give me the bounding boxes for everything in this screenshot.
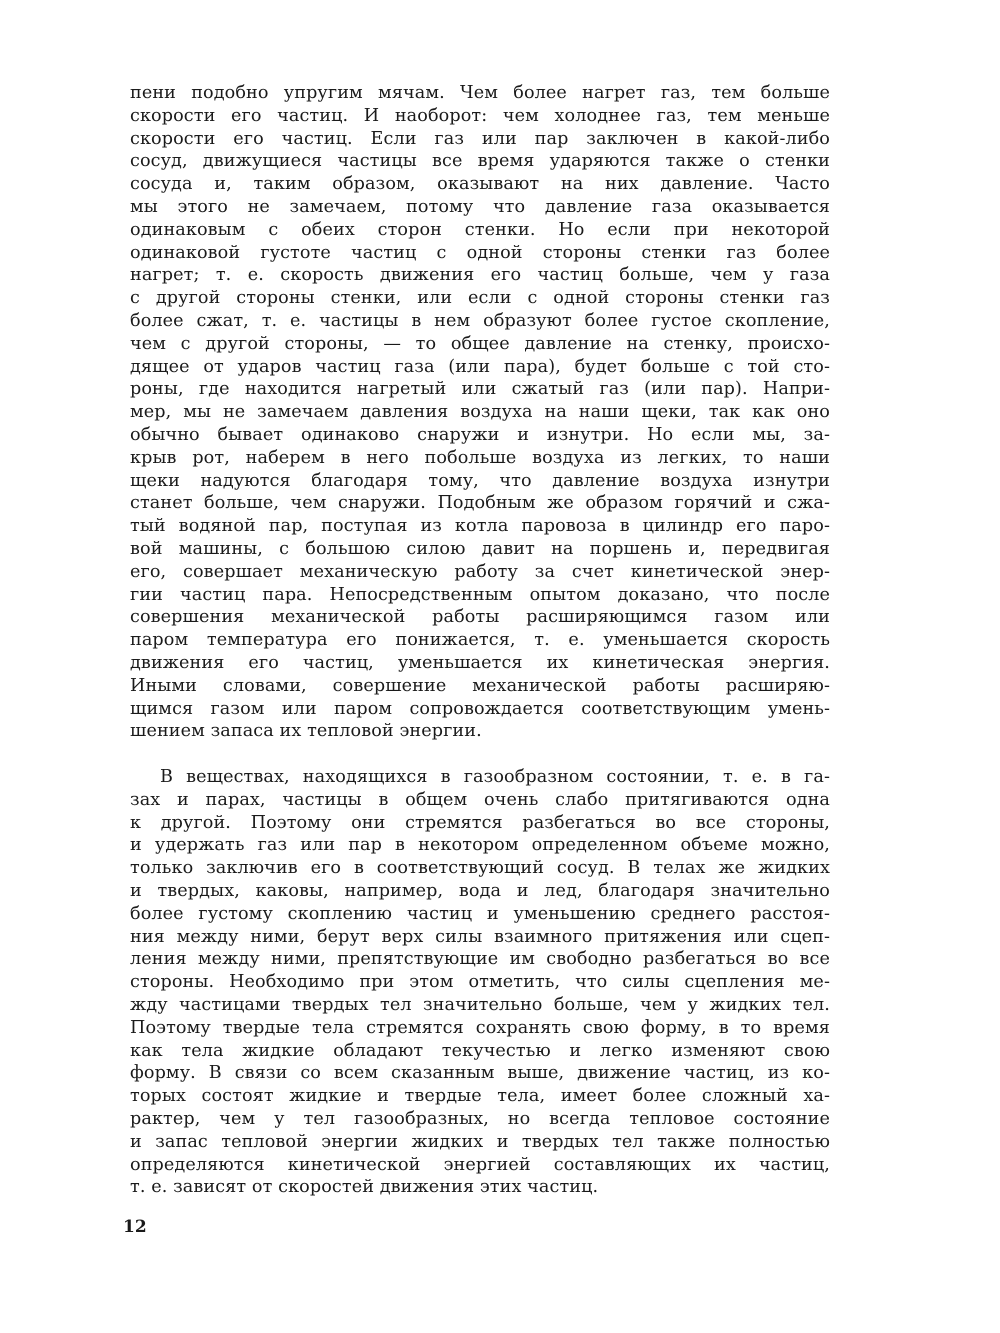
text-line: дящее от ударов частиц газа (или пара), будет больше с той сто- (130, 356, 830, 377)
text-line: паром температура его понижается, т. е. уменьшается скорость (130, 630, 830, 651)
text-line: его, совершает механическую работу за счет кинетической энер- (130, 561, 830, 582)
text-line: движения его частиц, уменьшается их кинетическая энергия. (130, 652, 830, 673)
text-line: сосуд, движущиеся частицы все время ударяются также о стенки (130, 151, 830, 172)
text-line: В веществах, находящихся в газообразном состоянии, т. е. в га- (160, 767, 830, 787)
paragraph-1 (130, 82, 830, 743)
text-line: шением запаса их тепловой энергии. (130, 721, 482, 742)
text-line: только заключив его в соответствующий сосуд. В телах же жидких (130, 858, 830, 879)
text-line: рактер, чем у тел газообразных, но всегда тепловое состояние (130, 1108, 830, 1129)
text-line: более густому скоплению частиц и уменьшению среднего расстоя- (130, 903, 830, 924)
text-line: станет больше, чем снаружи. Подобным же образом горячий и сжа- (130, 493, 830, 514)
text-line: щимся газом или паром сопровождается соответствующим умень- (130, 698, 830, 719)
text-line: более сжат, т. е. частицы в нем образуют более густое скопление, (130, 310, 830, 331)
text-line: т. е. зависят от скоростей движения этих частиц. (130, 1177, 599, 1198)
text-line: тый водяной пар, поступая из котла паровоза в цилиндр его паро- (130, 516, 830, 537)
text-line: зах и парах, частицы в общем очень слабо притягиваются одна (130, 789, 830, 810)
text-line: скорости его частиц. И наоборот: чем холоднее газ, тем меньше (130, 105, 830, 126)
text-line: к другой. Поэтому они стремятся разбегаться во все стороны, (130, 812, 830, 833)
paragraph-2 (130, 766, 830, 1199)
text-line: пени подобно упругим мячам. Чем более нагрет газ, тем больше (130, 83, 830, 103)
text-line: обычно бывает одинаково снаружи и изнутри. Но если мы, за- (130, 424, 830, 445)
page-number: 12 (123, 1217, 147, 1237)
text-line: и твердых, каковы, например, вода и лед, благодаря значительно (130, 880, 830, 901)
text-line: мы этого не замечаем, потому что давление газа оказывается (130, 196, 830, 217)
text-line: жду частицами твердых тел значительно больше, чем у жидких тел. (130, 994, 830, 1015)
text-line: скорости его частиц. Если газ или пар заключен в какой-либо (130, 128, 830, 149)
text-line: стороны. Необходимо при этом отметить, что силы сцепления ме- (130, 972, 830, 993)
text-line: мер, мы не замечаем давления воздуха на наши щеки, так как оно (130, 402, 830, 423)
text-line: роны, где находится нагретый или сжатый газ (или пар). Напри- (130, 379, 830, 400)
text-line: крыв рот, наберем в него побольше воздуха из легких, то наши (130, 447, 830, 468)
text-line: с другой стороны стенки, или если с одной стороны стенки газ (130, 288, 830, 309)
text-line: сосуда и, таким образом, оказывают на них давление. Часто (130, 174, 830, 195)
text-line: Иными словами, совершение механической работы расширяю- (130, 675, 830, 696)
text-line: форму. В связи со всем сказанным выше, движение частиц, из ко- (130, 1063, 830, 1084)
text-line: гии частиц пара. Непосредственным опытом доказано, что после (130, 584, 830, 605)
text-line: одинаковой густоте частиц с одной стороны стенки газ более (130, 242, 830, 263)
text-line: и запас тепловой энергии жидких и твердых тел также полностью (130, 1131, 830, 1152)
text-line: вой машины, с большою силою давит на поршень и, передвигая (130, 538, 830, 559)
text-line: как тела жидкие обладают текучестью и легко изменяют свою (130, 1040, 830, 1061)
text-line: одинаковым с обеих сторон стенки. Но если при некоторой (130, 219, 830, 240)
text-line: Поэтому твердые тела стремятся сохранять свою форму, в то время (130, 1017, 830, 1038)
text-line: чем с другой стороны, — то общее давление на стенку, происхо- (130, 333, 830, 354)
text-line: нагрет; т. е. скорость движения его частиц больше, чем у газа (130, 265, 830, 286)
text-line: и удержать газ или пар в некотором определенном объеме можно, (130, 835, 830, 856)
text-line: совершения механической работы расширяющимся газом или (130, 607, 830, 628)
text-line: ния между ними, берут верх силы взаимного притяжения или сцеп- (130, 926, 830, 947)
text-line: щеки надуются благодаря тому, что давление воздуха изнутри (130, 470, 830, 491)
text-line: торых состоят жидкие и твердые тела, имеет более сложный ха- (130, 1086, 830, 1107)
text-line: ления между ними, препятствующие им свободно разбегаться во все (130, 949, 830, 970)
text-line: определяются кинетической энергией составляющих их частиц, (130, 1154, 830, 1175)
